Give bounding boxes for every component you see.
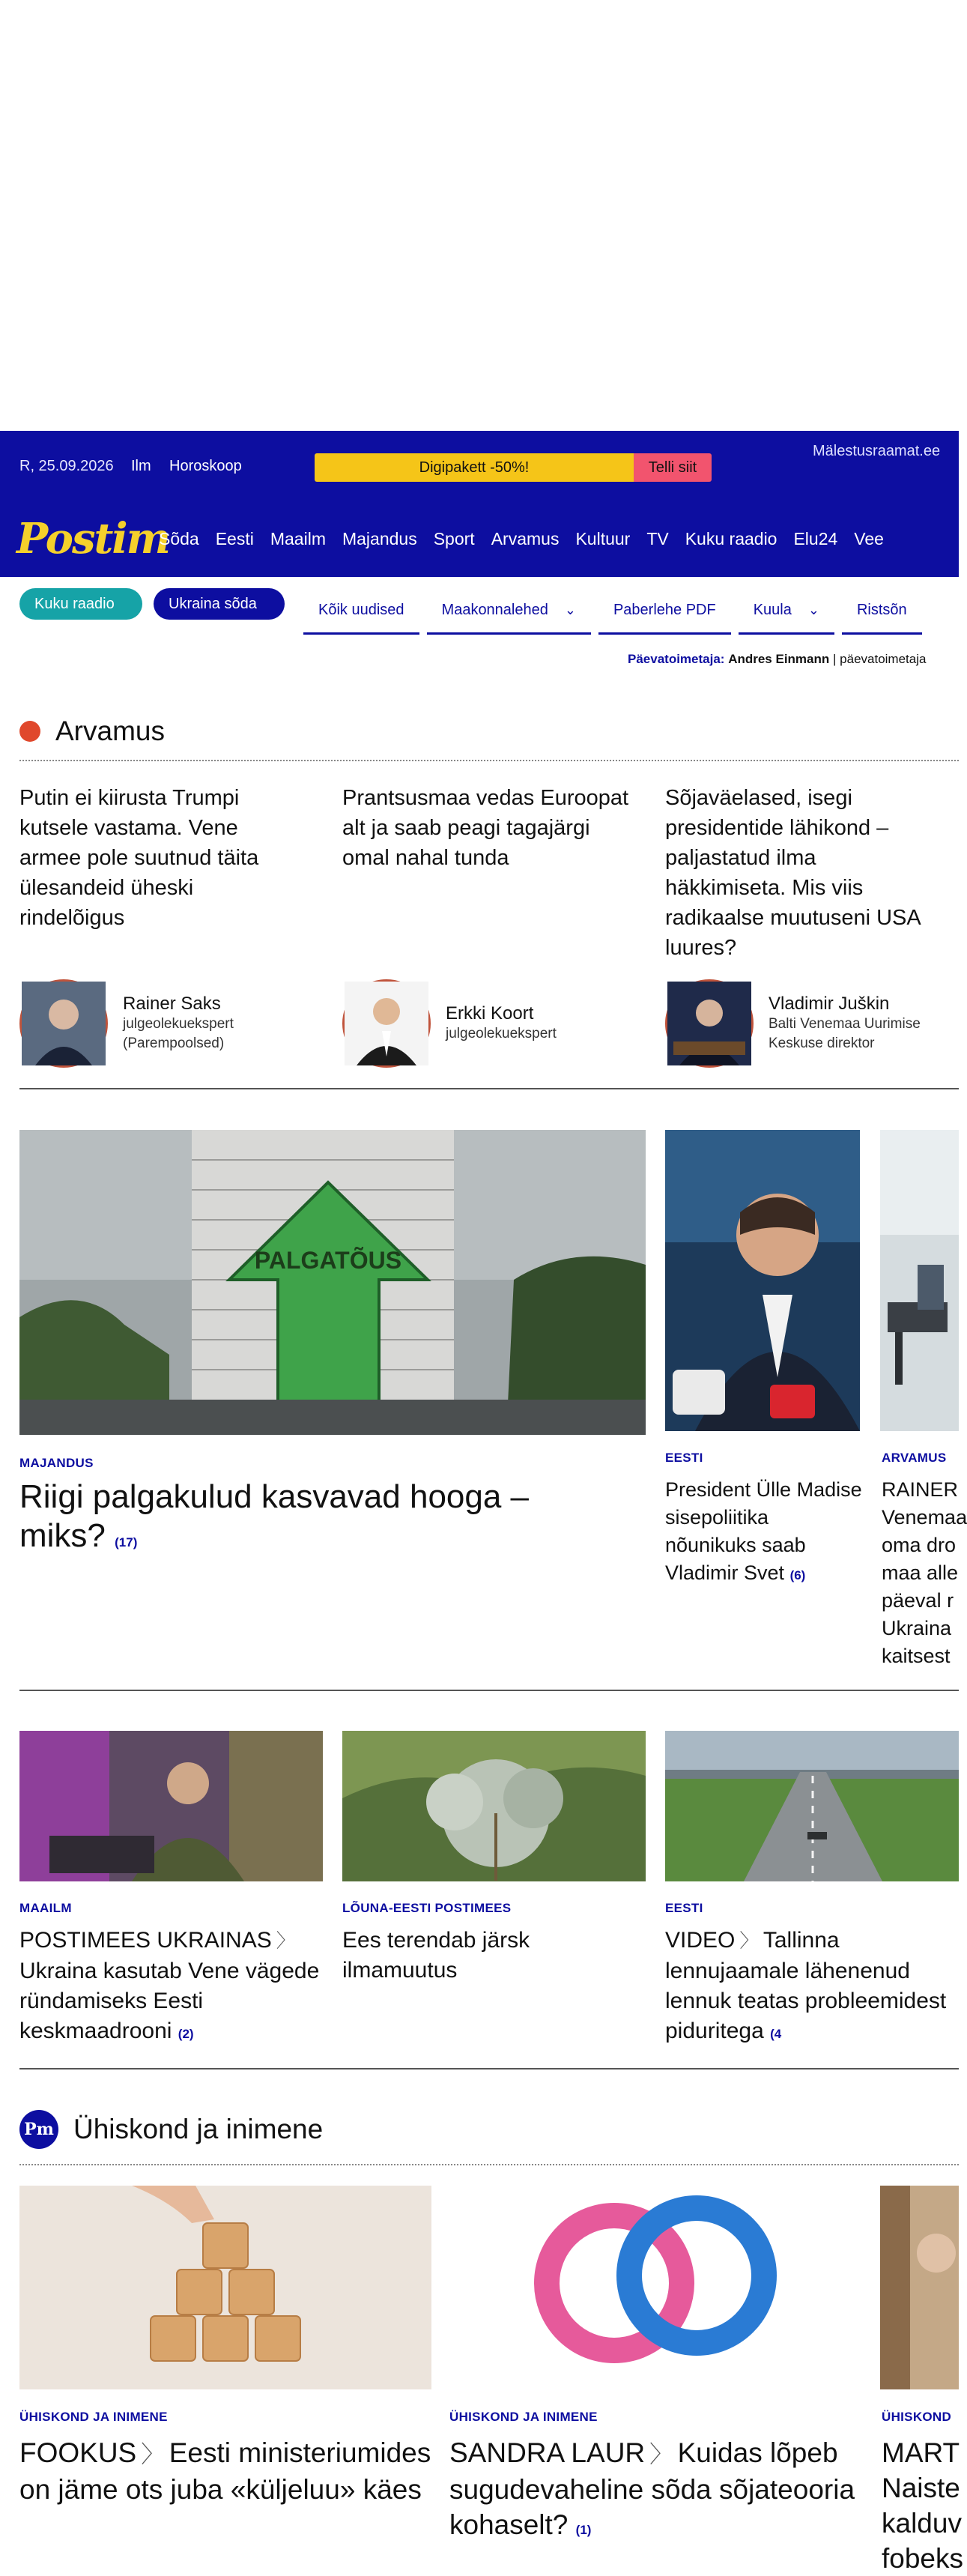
- avatar: [665, 979, 754, 1068]
- current-date: R, 25.09.2026: [19, 458, 114, 474]
- story-kicker[interactable]: ARVAMUS: [882, 1451, 947, 1465]
- story-kicker[interactable]: ÜHISKOND JA INIMENE: [19, 2410, 168, 2424]
- editor-rest: päevatoimetaja: [840, 652, 927, 666]
- avatar: [342, 979, 431, 1068]
- nav-item-arvamus[interactable]: Arvamus: [491, 529, 560, 548]
- promo-deal[interactable]: Digipakett -50%!: [315, 453, 634, 482]
- tab-label: Ristsõn: [856, 602, 907, 618]
- story-kicker[interactable]: MAAILM: [19, 1901, 72, 1915]
- sub-navigation: [303, 594, 930, 635]
- headline-prefix: VIDEO: [665, 1928, 736, 1953]
- pill-ukraina-soda[interactable]: Ukraina sõda: [154, 588, 285, 620]
- headline-text: Kuidas lõpeb sugudevaheline sõda sõjateooria kohaselt?: [449, 2437, 855, 2540]
- tab-all-news[interactable]: [303, 594, 419, 635]
- headline-text: RAINER Venemaa oma dro maa alle päeval r Ukraina kaitsest: [882, 1478, 967, 1667]
- tab-label: Kõik uudised: [318, 602, 404, 618]
- story-image[interactable]: [880, 2186, 959, 2389]
- comment-count[interactable]: (1): [575, 2523, 592, 2537]
- memorial-link[interactable]: Mälestusraamat.ee: [813, 443, 941, 459]
- postimees-logo[interactable]: [16, 513, 169, 565]
- promo-order-button[interactable]: Telli siit: [634, 453, 712, 482]
- tab-paper-pdf[interactable]: [598, 594, 731, 635]
- editor-name[interactable]: Andres Einmann: [728, 652, 830, 666]
- top-bar: [0, 431, 959, 502]
- tab-county-papers[interactable]: [427, 594, 591, 635]
- nav-items: [159, 529, 900, 549]
- chevron-down-icon: ⌄: [807, 602, 819, 617]
- author-name: Erkki Koort: [446, 1003, 534, 1024]
- author-block[interactable]: [665, 979, 948, 1068]
- author-role: Balti Venemaa Uurimise Keskuse direktor: [769, 1016, 921, 1051]
- main-story-headline[interactable]: [19, 1478, 619, 1562]
- side-story-headline[interactable]: [882, 1476, 967, 1670]
- chevron-right-icon: 〉: [649, 2441, 673, 2467]
- nav-item-sport[interactable]: Sport: [433, 529, 475, 548]
- story-headline[interactable]: [19, 1926, 323, 2049]
- author-role: julgeolekuekspert (Parempoolsed): [123, 1016, 234, 1051]
- comment-count[interactable]: (2): [178, 2027, 194, 2041]
- nav-item-more[interactable]: Vee: [854, 529, 884, 548]
- tab-label: Maakonnalehed: [441, 602, 548, 618]
- headline-text: Naiste kalduv fobeks: [882, 2473, 964, 2574]
- side-story-image[interactable]: [880, 1130, 959, 1431]
- author-name: Rainer Saks: [123, 994, 221, 1014]
- avatar: [19, 979, 108, 1068]
- story-image[interactable]: [19, 1731, 323, 1881]
- side-story-headline[interactable]: [665, 1476, 864, 1589]
- section-dot-icon: [19, 721, 40, 742]
- tab-crosswords[interactable]: [842, 594, 922, 635]
- chevron-right-icon: 〉: [141, 2441, 165, 2467]
- story-kicker[interactable]: EESTI: [665, 1451, 703, 1465]
- comment-count[interactable]: (17): [115, 1535, 138, 1549]
- divider: [19, 2164, 959, 2165]
- author-name: Vladimir Juškin: [769, 994, 890, 1014]
- image-caption-text: PALGATÕUS: [254, 1247, 402, 1274]
- comment-count[interactable]: (6): [789, 1568, 806, 1582]
- story-image[interactable]: [449, 2186, 861, 2393]
- section-header-opinion[interactable]: [19, 716, 165, 747]
- headline-prefix: MART: [882, 2437, 960, 2468]
- pm-badge-icon: Pm: [19, 2110, 58, 2149]
- tab-label: Paberlehe PDF: [613, 602, 716, 618]
- nav-item-eesti[interactable]: Eesti: [215, 529, 254, 548]
- side-story-image[interactable]: [665, 1130, 860, 1431]
- opinion-article-title[interactable]: Putin ei kiirusta Trumpi kutsele vastama. Vene armee pole suutnud täita ülesandeid üheski rindelõigus: [19, 786, 259, 930]
- story-headline[interactable]: [342, 1926, 646, 1986]
- headline-text: Eesti ministeriumides on jäme ots juba «küljeluu» käes: [19, 2437, 431, 2505]
- logo-text: Postim: [16, 514, 169, 563]
- author-role: julgeolekuekspert: [446, 1026, 557, 1041]
- comment-count[interactable]: (4: [770, 2027, 782, 2041]
- story-headline[interactable]: [665, 1926, 959, 2049]
- divider: [19, 2068, 959, 2069]
- author-block[interactable]: [19, 979, 273, 1068]
- duty-editor: Päevatoimetaja: Andres Einmann | päevatoimetaja: [628, 652, 927, 666]
- pill-kuku-raadio[interactable]: Kuku raadio: [19, 588, 142, 620]
- divider: [19, 760, 959, 761]
- story-image[interactable]: [19, 2186, 431, 2393]
- headline-prefix: FOOKUS: [19, 2437, 137, 2468]
- story-kicker[interactable]: EESTI: [665, 1901, 703, 1915]
- nav-item-majandus[interactable]: Majandus: [342, 529, 417, 548]
- nav-item-tv[interactable]: TV: [646, 529, 669, 548]
- main-navigation: [0, 502, 959, 577]
- story-image[interactable]: [665, 1731, 959, 1881]
- headline-text: Ukraina kasutab Vene vägede ründamiseks Eesti keskmaadrooni: [19, 1959, 320, 2043]
- nav-item-maailm[interactable]: Maailm: [270, 529, 326, 548]
- chevron-down-icon: ⌄: [564, 602, 576, 617]
- section-title: Arvamus: [55, 716, 165, 746]
- horoscope-link[interactable]: Horoskoop: [169, 458, 242, 474]
- main-story-image[interactable]: [19, 1130, 646, 1435]
- divider: [19, 1088, 959, 1089]
- headline-text: Riigi palgakulud kasvavad hooga – miks?: [19, 1478, 530, 1554]
- chevron-right-icon: 〉: [276, 1931, 296, 1952]
- headline-prefix: SANDRA LAUR: [449, 2437, 646, 2468]
- tab-label: Kuula: [753, 602, 792, 618]
- divider: [19, 1690, 959, 1691]
- story-kicker[interactable]: LÕUNA-EESTI POSTIMEES: [342, 1901, 512, 1915]
- nav-item-soda[interactable]: Sõda: [159, 529, 199, 548]
- headline-text: Tallinna lennujaamale lähenenud lennuk teatas probleemidest piduritega: [665, 1928, 947, 2043]
- story-headline[interactable]: [449, 2435, 861, 2548]
- author-block[interactable]: [342, 979, 557, 1068]
- headline-text: Ees terendab järsk ilmamuutus: [342, 1928, 530, 1983]
- tab-listen[interactable]: [739, 594, 834, 635]
- story-image[interactable]: [342, 1731, 646, 1881]
- headline-text: President Ülle Madise sisepoliitika nõunikuks saab Vladimir Svet: [665, 1478, 862, 1584]
- section-title: Ühiskond ja inimene: [73, 2114, 324, 2144]
- headline-prefix: POSTIMEES UKRAINAS: [19, 1928, 272, 1953]
- story-kicker[interactable]: ÜHISKOND: [882, 2410, 952, 2424]
- subscription-promo[interactable]: [315, 453, 712, 482]
- editor-label: Päevatoimetaja:: [628, 652, 725, 666]
- weather-link[interactable]: Ilm: [131, 458, 151, 474]
- story-kicker[interactable]: MAJANDUS: [19, 1456, 94, 1470]
- section-header-society[interactable]: [19, 2110, 323, 2149]
- opinion-article-title[interactable]: Prantsusmaa vedas Euroopat alt ja saab peagi tagajärgi omal nahal tunda: [342, 786, 629, 870]
- story-headline[interactable]: [19, 2435, 431, 2507]
- nav-item-kuku-raadio[interactable]: Kuku raadio: [685, 529, 777, 548]
- opinion-article-title[interactable]: Sõjaväelased, isegi presidentide lähikond – paljastatud ilma häkkimiseta. Mis viis radikaalse muutuseni USA luures?: [665, 786, 921, 960]
- chevron-right-icon: 〉: [739, 1931, 759, 1952]
- nav-item-elu24[interactable]: Elu24: [793, 529, 838, 548]
- story-headline[interactable]: [882, 2435, 964, 2576]
- story-kicker[interactable]: ÜHISKOND JA INIMENE: [449, 2410, 598, 2424]
- nav-item-kultuur[interactable]: Kultuur: [575, 529, 631, 548]
